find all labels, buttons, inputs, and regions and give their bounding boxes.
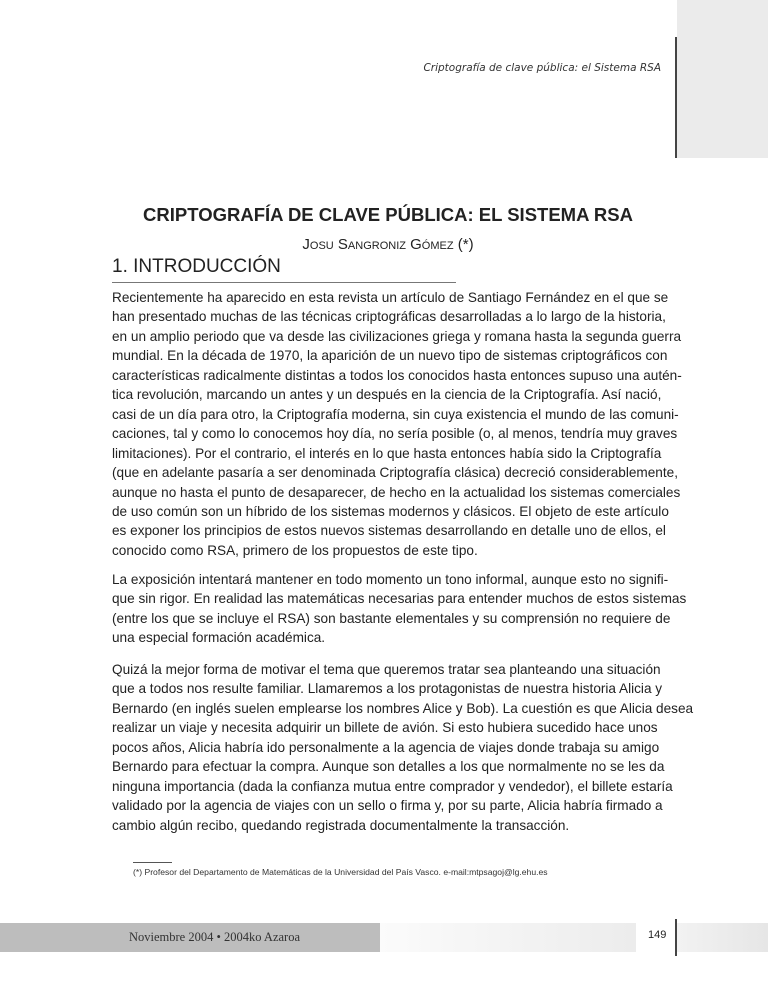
footnote-rule: [133, 862, 172, 863]
text-line: tica revolución, marcando un antes y un después en la ciencia de la Criptografía. Así nació,: [112, 387, 662, 403]
text-line: (entre los que se incluye el RSA) son bastante elementales y su comprensión no requiere de: [112, 610, 671, 626]
text-line: ninguna importancia (dada la confianza mutua entre comprador y vendedor), el billete estaría: [112, 778, 673, 794]
text-line: conocido como RSA, primero de los propuestos de este tipo.: [112, 542, 478, 558]
footer-band-gradient: [380, 923, 636, 952]
text-line: Bernardo (en inglés suelen emplearse los nombres Alice y Bob). La cuestión es que Alicia desea: [112, 700, 694, 716]
text-line: es exponer los principios de estos nuevos sistemas desarrollando en detalle uno de ellos, el: [112, 523, 666, 539]
margin-rule-bottom: [675, 919, 677, 956]
paragraph-3: [112, 660, 694, 835]
text-line: Quizá la mejor forma de motivar el tema que queremos tratar sea planteando una situación: [112, 662, 661, 677]
text-line: limitaciones). Por el contrario, el interés en lo que hasta entonces había sido la Criptografía: [112, 445, 662, 461]
text-line: de uso común son un híbrido de los sistemas modernos y clásicos. El objeto de este artículo: [112, 503, 669, 519]
footer-issue: Noviembre 2004 • 2004ko Azaroa: [129, 930, 301, 944]
text-line: una especial formación académica.: [112, 630, 326, 646]
text-line: en un amplio periodo que va desde las civilizaciones griega y romana hasta la segunda guerra: [112, 328, 682, 344]
paragraph-1: [112, 288, 682, 560]
footnote: (*) Profesor del Departamento de Matemáticas de la Universidad del País Vasco. e-mail:mtpsagoj@lg.ehu.es: [133, 867, 548, 877]
article-title: CRIPTOGRAFÍA DE CLAVE PÚBLICA: EL SISTEMA RSA: [143, 204, 633, 225]
text-line: Bernardo para efectuar la compra. Aunque son detalles a los que normalmente no se les da: [112, 759, 665, 775]
margin-rule-top: [675, 37, 677, 158]
page-number: 149: [648, 929, 667, 941]
running-header: Criptografía de clave pública: el Sistema RSA: [423, 62, 661, 74]
text-line: que a todos nos resulte familiar. Llamaremos a los protagonistas de nuestra historia Alicia y: [112, 681, 663, 697]
text-line: pocos años, Alicia habría ido personalmente a la agencia de viajes donde trabaja su amigo: [112, 739, 660, 755]
section-heading: 1. INTRODUCCIÓN: [112, 256, 281, 277]
paragraph-2: [112, 570, 687, 648]
text-line: Recientemente ha aparecido en esta revista un artículo de Santiago Fernández en el que se: [112, 290, 669, 305]
text-line: han presentado muchas de las técnicas criptográficas desarrolladas a lo largo de la historia,: [112, 309, 666, 325]
article-author: Josu Sangroniz Gómez (*): [302, 236, 474, 253]
section-heading-rule: [112, 282, 456, 283]
text-line: cambio algún recibo, quedando registrada documentalmente la transacción.: [112, 817, 570, 833]
text-line: características radicalmente distintas a todos los conocidos hasta entonces supuso una autén-: [112, 367, 682, 383]
text-line: casi de un día para otro, la Criptografía moderna, sin cuya existencia el mundo de las comuni-: [112, 406, 679, 422]
margin-band-top: [677, 0, 768, 158]
text-line: caciones, tal y como lo conocemos hoy día, no sería posible (o, al menos, tendría muy graves: [112, 426, 678, 442]
text-line: aunque no hasta el punto de desaparecer, de hecho en la actualidad los sistemas comerciales: [112, 484, 681, 500]
text-line: (que en adelante pasaría a ser denominada Criptografía clásica) decreció considerablemente,: [112, 465, 678, 481]
text-line: La exposición intentará mantener en todo momento un tono informal, aunque esto no signifi-: [112, 572, 669, 587]
text-line: mundial. En la década de 1970, la aparición de un nuevo tipo de sistemas criptográficos con: [112, 348, 668, 364]
text-line: validado por la agencia de viajes con un sello o firma y, por su parte, Alicia habría firmado a: [112, 798, 663, 814]
text-line: realizar un viaje y necesita adquirir un billete de avión. Si esto hubiera sucedido hace unos: [112, 720, 658, 736]
text-line: que sin rigor. En realidad las matemáticas necesarias para entender muchos de estos sistemas: [112, 591, 687, 607]
footer-band-right: [677, 923, 768, 952]
